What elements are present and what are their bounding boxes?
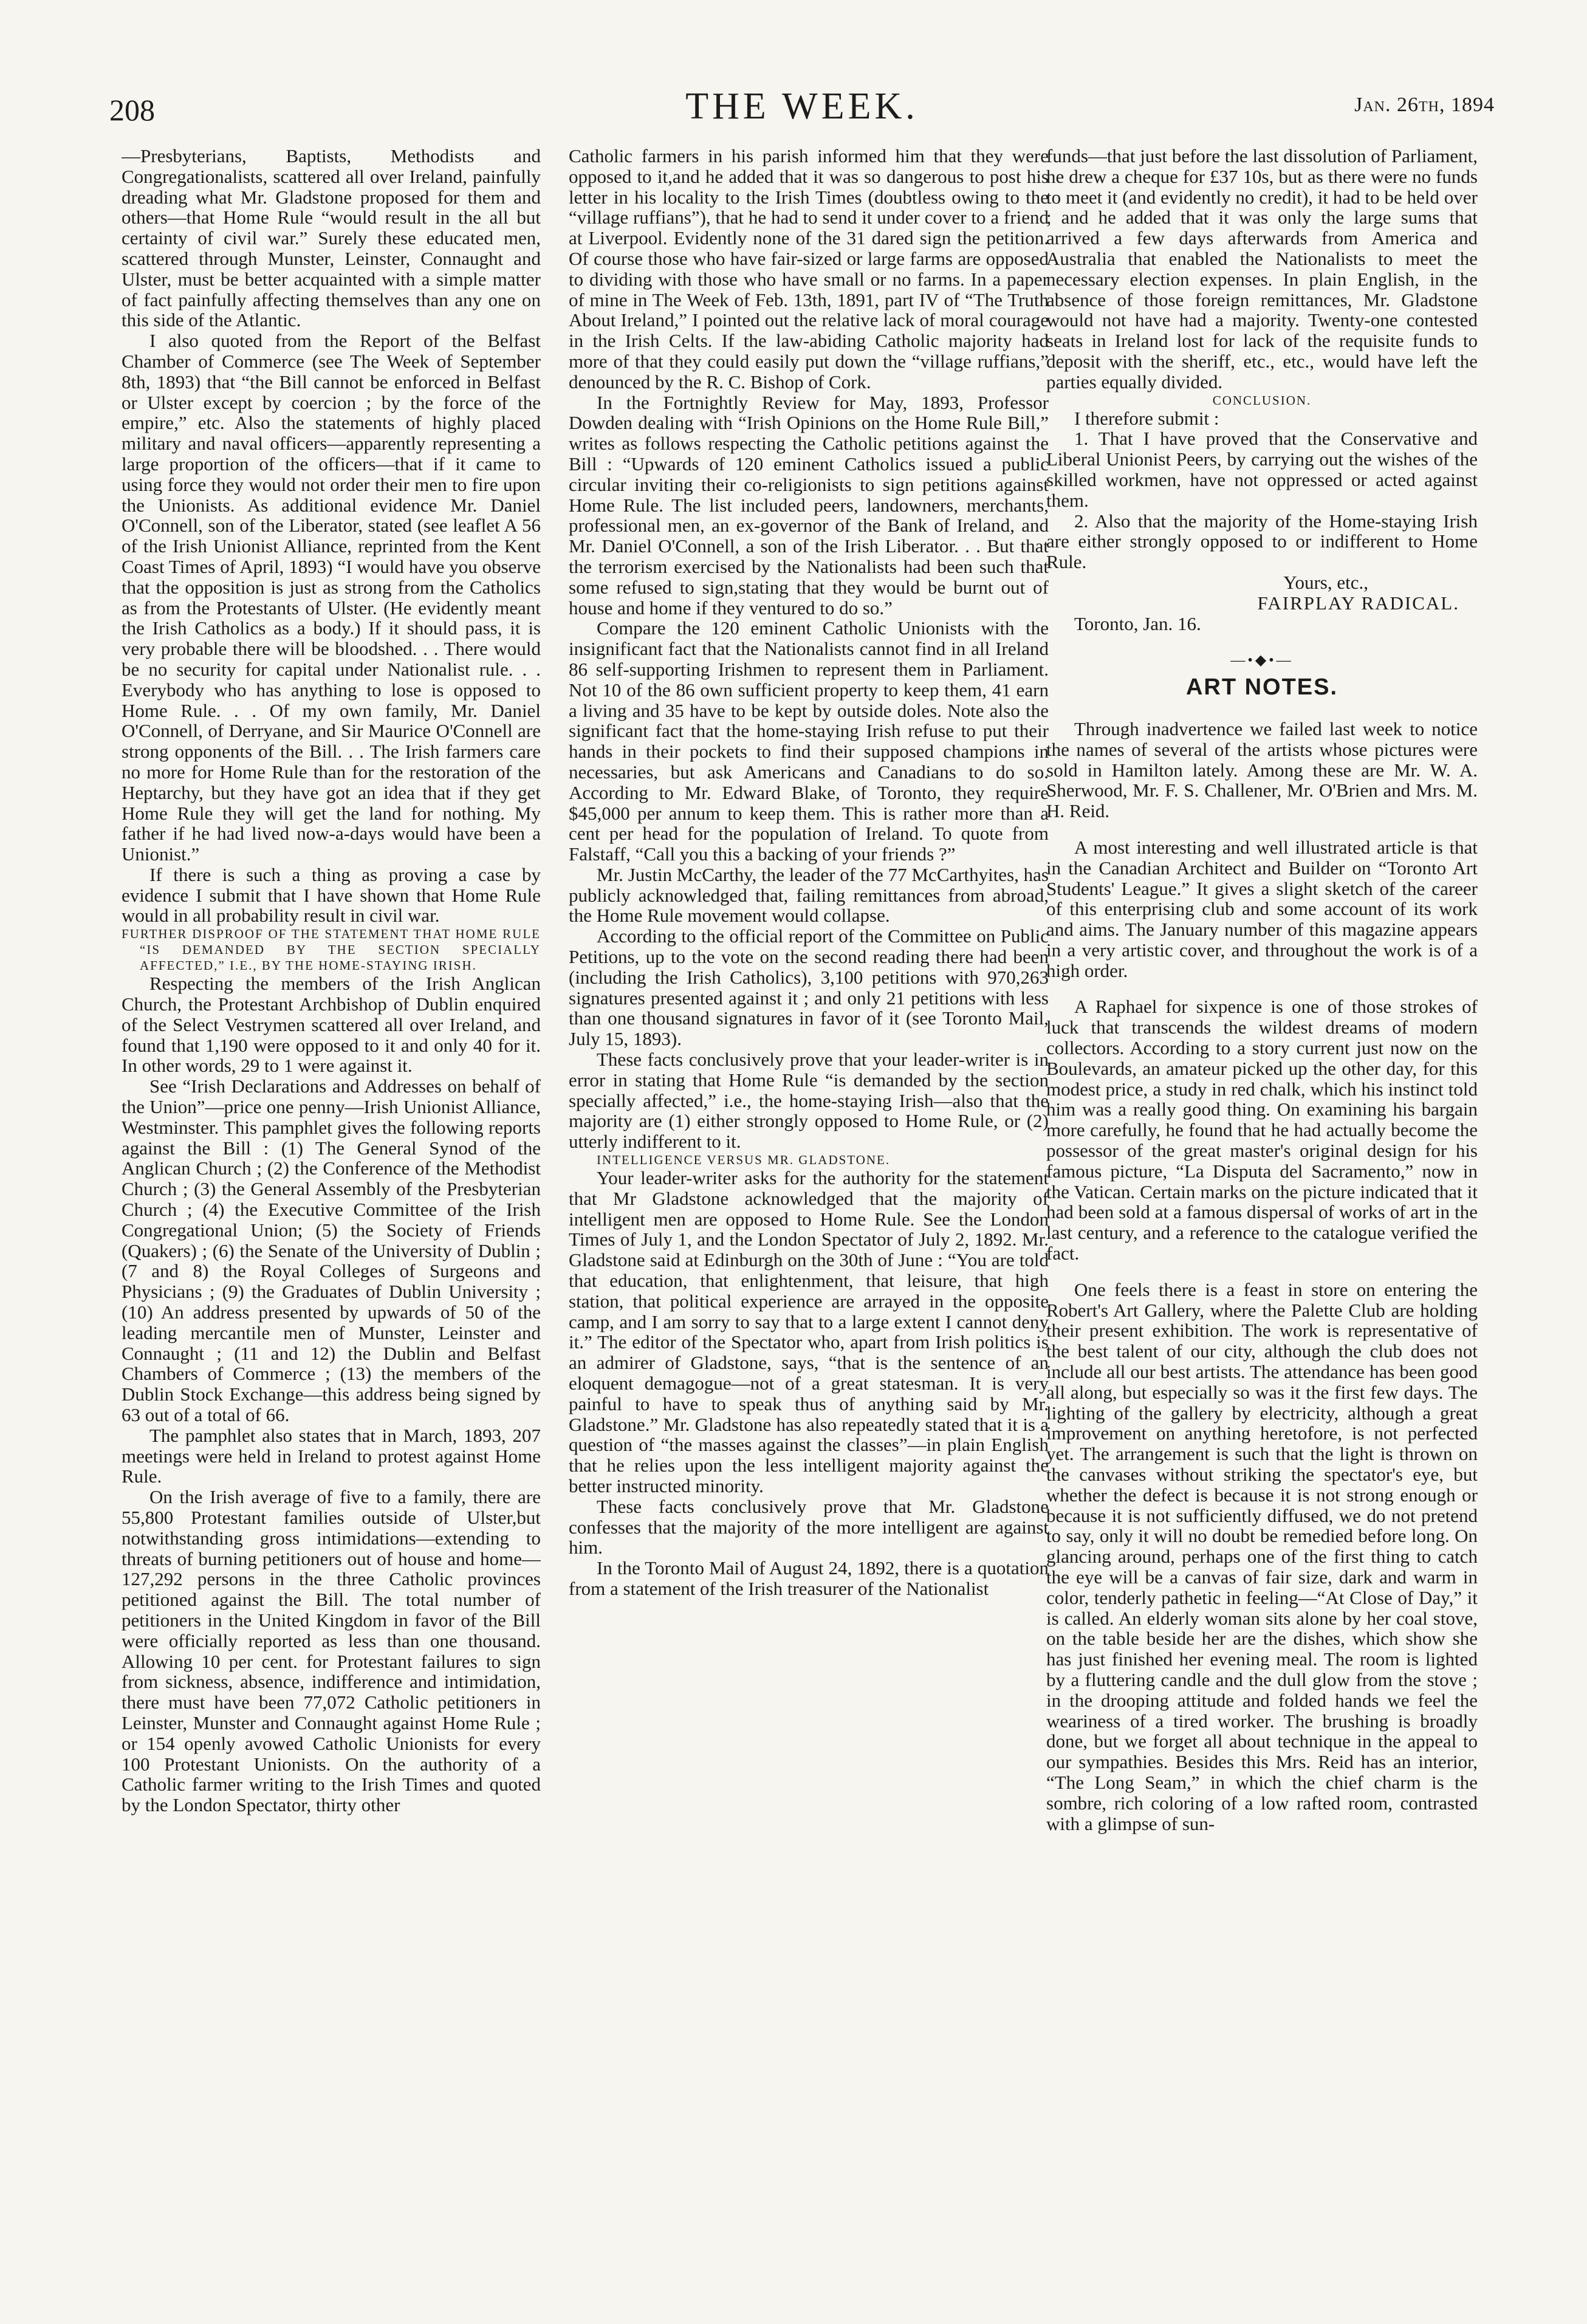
paragraph: A Raphael for sixpence is one of those strokes of luck that transcends the wildest dreams of modern collectors. According to a story current just now on the Boulevards, an amateur picked up the other day, for this modest price, a study in red chalk, which his instinct told him was a really good thing. On examining his bargain more carefully, he found that he had actually become the possessor of the great master's original design for his famous picture, “La Disputa del Sacramento,” now in the Vatican. Certain marks on the picture indicated that it had been sold at a famous dispersal of works of art in the last century, and a reference to the catalogue verified the fact. [1046, 996, 1478, 1264]
paragraph: Through inadvertence we failed last week to notice the names of several of the artists whose pictures were sold in Hamilton lately. Among these are Mr. W. A. Sherwood, Mr. F. S. Challener, Mr. O'Brien and Mrs. M. H. Reid. [1046, 718, 1478, 822]
paragraph: Catholic farmers in his parish informed him that they were opposed to it,and he added that it was so dangerous to post his letter in his locality to the Irish Times (doubtless owing to the “village ruffians”), that he had to send it under cover to a friend at Liverpool. Evidently none of the 31 dared sign the petition. Of course those who have fair-sized or large farms are opposed to dividing with those who have small or no farms. In a paper of mine in The Week of Feb. 13th, 1891, part IV of “The Truth About Ireland,” I pointed out the relative lack of moral courage in the Irish Celts. If the law-abiding Catholic majority had more of that they could easily put down the “village ruffians,” denounced by the R. C. Bishop of Cork. [569, 146, 1049, 392]
closing: Yours, etc., [1283, 571, 1368, 593]
paragraph: These facts conclusively prove that your leader-writer is in error in stating that Home Rule “is demanded by the section specially affected,” i.e., the home-staying Irish—also that the majority are (1) either strongly opposed to Home Rule, or (2) utterly indifferent to it. [569, 1049, 1049, 1153]
paragraph: I also quoted from the Report of the Belfast Chamber of Commerce (see The Week of September 8th, 1893) that “the Bill cannot be enforced in Belfast or Ulster except by coercion ; by the force of the empire,” etc. Also the statements of highly placed military and naval officers—apparently representing a large proportion of the officers—that if it came to using force they would not order their men to fire upon the Unionists. As additional evidence Mr. Daniel O'Connell, son of the Liberator, stated (see leaflet A 56 of the Irish Unionist Alliance, reprinted from the Kent Coast Times of April, 1893) “I would have you observe that the opposition is just as strong from the Catholics as from the Protestants of Ulster. (He evidently meant the Irish Catholics as a body.) If it should pass, it is very probable there will be bloodshed. . . There would be no security for capital under Nationalist rule. . . Everybody who has anything to lose is opposed to Home Rule. . . Of my own family, Mr. Daniel O'Connell, of Derryane, and Sir Maurice O'Connell are strong opponents of the Bill. . . The Irish farmers care no more for Home Rule than for the restoration of the Heptarchy, but they have got an idea that if they get Home Rule they will get the land for nothing. My father if he had lived now-a-days would have been a Unionist.” [122, 330, 541, 865]
ornament-divider: —•◆•— [1230, 653, 1294, 669]
paragraph: On the Irish average of five to a family, there are 55,800 Protestant families outside of Ulster,but notwithstanding gross intimidations—extending to threats of burning petitioners out of house and home—127,292 persons in the three Catholic provinces petitioned against the Bill. The total number of petitioners in the United Kingdom in favor of the Bill were officially reported as less than one thousand. Allowing 10 per cent. for Protestant failures to sign from sickness, absence, indifference and intimidation, there must have been 77,072 Catholic petitioners in Leinster, Munster and Connaught against Home Rule ; or 154 openly avowed Catholic Unionists for every 100 Protestant Unionists. On the authority of a Catholic farmer writing to the Irish Times and quoted by the London Spectator, thirty other [122, 1486, 541, 1816]
conclusion-heading: CONCLUSION. [1212, 392, 1312, 408]
art-notes-heading: ART NOTES. [1185, 674, 1338, 701]
column-1 [122, 146, 541, 2297]
paragraph: The pamphlet also states that in March, 1893, 207 meetings were held in Ireland to protest against Home Rule. [122, 1424, 541, 1487]
paragraph: Compare the 120 eminent Catholic Unionists with the insignificant fact that the Nationalists cannot find in all Ireland 86 self-supporting Irishmen to represent them in Parliament. Not 10 of the 86 own sufficient property to keep them, 41 earn a living and 35 have to be kept by outside doles. Note also the significant fact that the home-staying Irish refuse to put their hands in their pockets to find their supposed champions in necessaries, but ask Americans and Canadians to do so. According to Mr. Edward Blake, of Toronto, they require $45,000 per annum to keep them. This is rather more than a cent per head for the population of Ireland. To quote from Falstaff, “Call you this a backing of your friends ?” [569, 617, 1049, 865]
issue-date: Jan. 26th, 1894 [1354, 94, 1495, 116]
page-number: 208 [109, 93, 155, 127]
dateline: Toronto, Jan. 16. [1074, 612, 1201, 634]
paragraph: In the Fortnightly Review for May, 1893, Professor Dowden dealing with “Irish Opinions on the Home Rule Bill,” writes as follows respecting the Catholic petitions against the Bill : “Upwards of 120 eminent Catholics issued a public circular inviting their co-religionists to sign petitions against Home Rule. The list included peers, landowners, merchants, professional men, an ex-governor of the Bank of Ireland, and Mr. Daniel O'Connell, a son of the Irish Liberator. . . But that the terrorism exercised by the Nationalists had been such that some refused to sign,stating that they would be burnt out of house and home if they ventured to do so.” [569, 391, 1049, 619]
paragraph: In the Toronto Mail of August 24, 1892, there is a quotation from a statement of the Irish treasurer of the Nationalist [569, 1557, 1049, 1599]
section-subheading: FURTHER DISPROOF OF THE STATEMENT THAT HOME RULE “IS DEMANDED BY THE SECTION SPECIALLY AFFECTED,” I.E., BY THE HOME-STAYING IRISH. [122, 927, 541, 973]
paragraph: —Presbyterians, Baptists, Methodists and Congregationalists, scattered all over Ireland, painfully dreading what Mr. Gladstone proposed for them and others—that Home Rule “would result in the all but certainty of civil war.” Surely these educated men, scattered through Munster, Leinster, Connaught and Ulster, must be better acquainted with a simple matter of fact painfully affecting themselves than any one on this side of the Atlantic. [122, 146, 541, 331]
paragraph: These facts conclusively prove that Mr. Gladstone confesses that the majority of the more intelligent are against him. [569, 1495, 1049, 1558]
page-header [109, 85, 1495, 140]
paragraph: A most interesting and well illustrated article is that in the Canadian Architect and Builder on “Toronto Art Students' League.” It gives a slight sketch of the career of this enterprising club and some account of its work and aims. The January number of this magazine appears in a very artistic cover, and throughout the work is of a high order. [1046, 836, 1478, 981]
paragraph: funds—that just before the last dissolution of Parliament, he drew a cheque for £37 10s, but as there were no funds to meet it (and evidently no credit), it had to be held over ; and he added that it was only the large sums that arrived a few days afterwards from America and Australia that enabled the Nationalists to meet the necessary election expenses. In plain English, in the absence of those foreign remittances, Mr. Gladstone would not have had a majority. Twenty-one contested seats in Ireland lost for lack of the requisite funds to deposit with the sheriff, etc., etc., would have left the parties equally divided. [1046, 146, 1478, 392]
paragraph: 2. Also that the majority of the Home-staying Irish are either strongly opposed to or indifferent to Home Rule. [1046, 510, 1478, 573]
paragraph: Respecting the members of the Irish Anglican Church, the Protestant Archbishop of Dublin enquired of the Select Vestrymen scattered all over Ireland, and found that 1,190 were opposed to it and only 40 for it. In other words, 29 to 1 were against it. [122, 973, 541, 1077]
paragraph: One feels there is a feast in store on entering the Robert's Art Gallery, where the Palette Club are holding their present exhibition. The work is representative of the best talent of our city, although the club does not include all our best artists. The attendance has been good all along, but especially so was it the first few days. The lighting of the gallery by electricity, although a great improvement on anything heretofore, is not perfected yet. The arrangement is such that the light is thrown on the canvases without striking the spectator's eye, but whether the defect is because it is not strong enough or because it is not sufficiently diffused, we do not pretend to say, only it will no doubt be remedied before long. On glancing around, perhaps one of the first thing to catch the eye will be a canvas of fair size, dark and warm in color, tenderly pathetic in feeling—“At Close of Day,” it is called. An elderly woman sits alone by her coal stove, on the table beside her are the dishes, which show she has just finished her evening meal. The room is lighted by a fluttering candle and the dull glow from the stove ; in the drooping attitude and folded hands we feel the weariness of a tired worker. The brushing is broadly done, but we forget all about technique in the appeal to our sympathies. Besides this Mrs. Reid has an interior, “The Long Seam,” in which the chief charm is the sombre, rich coloring of a low rafted room, contrasted with a glimpse of sun- [1046, 1278, 1478, 1834]
section-subheading: INTELLIGENCE VERSUS MR. GLADSTONE. [597, 1153, 891, 1168]
signature: FAIRPLAY RADICAL. [1257, 592, 1459, 614]
masthead: THE WEEK. [685, 86, 919, 127]
paragraph: See “Irish Declarations and Addresses on behalf of the Union”—price one penny—Irish Unionist Alliance, Westminster. This pamphlet gives the following reports against the Bill : (1) The General Synod of the Anglican Church ; (2) the Conference of the Methodist Church ; (3) the General Assembly of the Presbyterian Church ; (4) the Executive Committee of the Irish Congregational Union; (5) the Society of Friends (Quakers) ; (6) the Senate of the University of Dublin ; (7 and 8) the Royal Colleges of Surgeons and Physicians ; (9) the Graduates of Dublin University ; (10) An address presented by upwards of 50 of the leading mercantile men of Munster, Leinster and Connaught ; (11 and 12) the Dublin and Belfast Chambers of Commerce ; (13) the members of the Dublin Stock Exchange—this address being signed by 63 out of a total of 66. [122, 1075, 541, 1426]
column-2 [569, 146, 1049, 2297]
paragraph: Mr. Justin McCarthy, the leader of the 77 McCarthyites, has publicly acknowledged that, failing remittances from abroad, the Home Rule movement would collapse. [569, 863, 1049, 927]
paragraph: I therefore submit : [1074, 407, 1219, 429]
paragraph: According to the official report of the Committee on Public Petitions, up to the vote on the second reading there had been (including the Irish Catholics), 3,100 petitions with 970,263 signatures presented against it ; and only 21 petitions with less than one thousand signatures in favor of it (see Toronto Mail, July 15, 1893). [569, 925, 1049, 1050]
paragraph: Your leader-writer asks for the authority for the statement that Mr Gladstone acknowledged that the majority of intelligent men are opposed to Home Rule. See the London Times of July 1, and the London Spectator of July 2, 1892. Mr. Gladstone said at Edinburgh on the 30th of June : “You are told that education, that enlightenment, that leisure, that high station, that political experience are arrayed in the opposite camp, and I am sorry to say that to a large extent I cannot deny it.” The editor of the Spectator who, apart from Irish politics is an admirer of Gladstone, says, “that is the sentence of an eloquent demagogue—not of a great statesman. It is very painful to have to speak thus of anything said by Mr. Gladstone.” Mr. Gladstone has also repeatedly stated that it is a question of “the masses against the classes”—in plain English that he relies upon the less intelligent majority against the better instructed minority. [569, 1167, 1049, 1496]
column-3 [1046, 146, 1478, 2297]
paragraph: If there is such a thing as proving a case by evidence I submit that I have shown that Home Rule would in all probability result in civil war. [122, 863, 541, 927]
paragraph: 1. That I have proved that the Conservative and Liberal Unionist Peers, by carrying out the wishes of the skilled workmen, have not oppressed or acted against them. [1046, 428, 1478, 511]
